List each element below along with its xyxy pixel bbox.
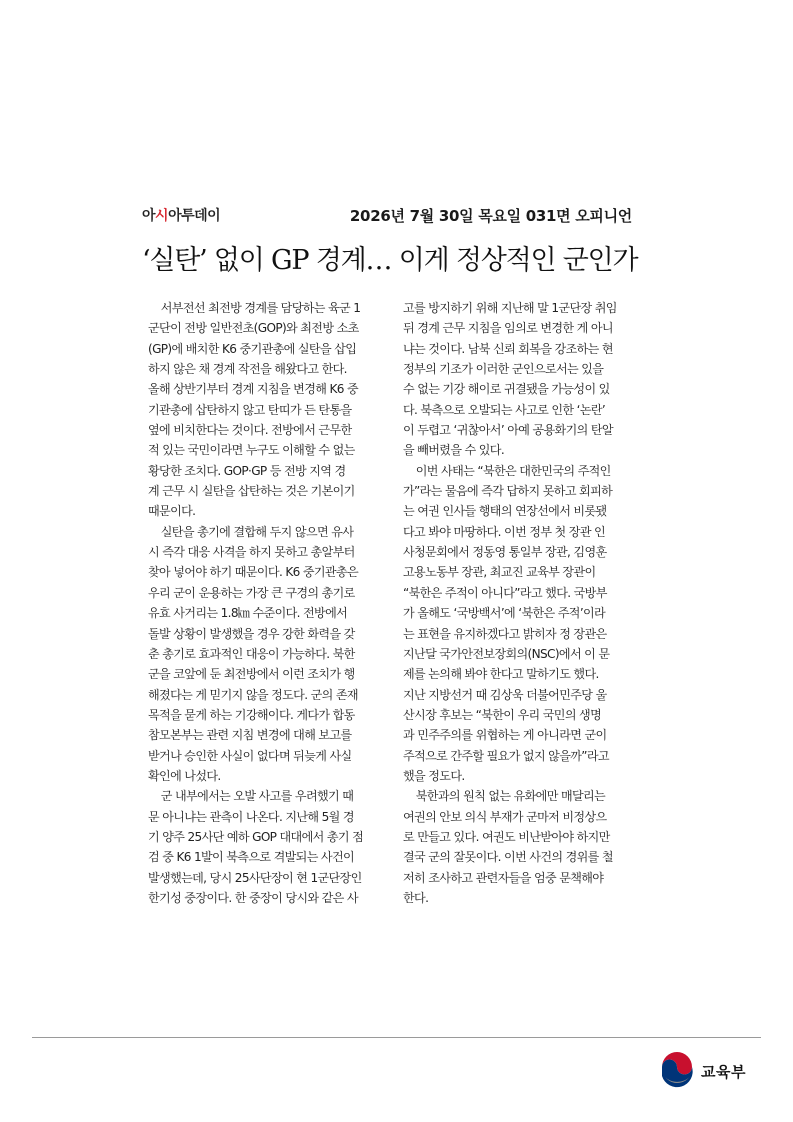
article-line: 다. 북측으로 오발되는 사고로 인한 ‘논란’ — [403, 402, 606, 417]
logo-text-2: 아투데이 — [168, 208, 221, 224]
article-line: 과 민주주의를 위협하는 게 아니라면 군이 — [403, 728, 607, 743]
article-line: 때문이다. — [148, 504, 196, 519]
article-line: 목적을 묻게 하는 기강해이다. 게다가 합동 — [148, 707, 355, 722]
article-line: 한기성 중장이다. 한 중장이 당시와 같은 사 — [148, 890, 358, 905]
article-line: 검 중 K6 1발이 북측으로 격발되는 사건이 — [148, 850, 355, 865]
article-line: 지난 지방선거 때 김상욱 더불어민주당 울 — [403, 687, 607, 702]
article-line: 황당한 조치다. GOP·GP 등 전방 지역 경 — [148, 463, 346, 478]
article-line: 기관총에 삽탄하지 않고 탄띠가 든 탄통을 — [148, 402, 352, 417]
article-line: 는 여권 인사들 행태의 연장선에서 비롯됐 — [403, 504, 607, 519]
article-line: 실탄을 총기에 결합해 두지 않으면 유사 — [148, 524, 354, 539]
article-line: 는 표현을 유지하겠다고 밝히자 정 장관은 — [403, 626, 607, 641]
headline: ‘실탄’ 없이 GP 경계… 이게 정상적인 군인가 — [142, 245, 638, 276]
article-line: 옆에 비치한다는 것이다. 전방에서 근무한 — [148, 423, 352, 438]
article-line: 돌발 상황이 발생했을 경우 강한 화력을 갖 — [148, 626, 355, 641]
article-line: 수 없는 기강 해이로 귀결됐을 가능성이 있 — [403, 382, 610, 397]
article-line: 이 두렵고 ‘귀찮아서’ 아예 공용화기의 탄알 — [403, 423, 613, 438]
article-line: 발생했는데, 당시 25사단장이 현 1군단장인 — [148, 870, 362, 885]
article-line: 서부전선 최전방 경계를 담당하는 육군 1 — [148, 301, 361, 315]
article-line: 여권의 안보 의식 부재가 군마저 비정상으 — [403, 809, 607, 824]
ministry-logo — [659, 1052, 759, 1088]
article-line: 이번 사태는 “북한은 대한민국의 주적인 — [403, 463, 611, 478]
article-line: 지난달 국가안전보장회의(NSC)에서 이 문 — [403, 646, 610, 661]
article-line: 찾아 넣어야 하기 때문이다. K6 중기관총은 — [148, 565, 359, 580]
article-line: 유효 사거리는 1.8㎞ 수준이다. 전방에서 — [148, 606, 348, 621]
article-column-right — [403, 298, 635, 908]
article-line: 한다. — [403, 890, 429, 905]
article-line: 뒤 경계 근무 지침을 임의로 변경한 게 아니 — [403, 321, 613, 336]
logo-text-1: 아 — [142, 208, 156, 224]
article-line: 저히 조사하고 관련자들을 엄중 문책해야 — [403, 870, 604, 885]
article-line: 군단이 전방 일반전초(GOP)와 최전방 소초 — [148, 321, 359, 336]
masthead — [142, 205, 632, 229]
article-line: 주적으로 간주할 필요가 없지 않을까”라고 — [403, 748, 609, 763]
edition-line: 2026년 7월 30일 목요일 031면 오피니언 — [349, 207, 632, 225]
article-line: 냐는 것이다. 남북 신뢰 회복을 강조하는 현 — [403, 341, 613, 356]
article-line: 군을 코앞에 둔 최전방에서 이런 조치가 행 — [148, 667, 355, 682]
taegeuk-emblem-icon — [659, 1052, 695, 1088]
article-line: 받거나 승인한 사실이 없다며 뒤늦게 사실 — [148, 748, 352, 763]
article-line: 가 올해도 ‘국방백서’에 ‘북한은 주적’이라 — [403, 606, 606, 621]
article-line: (GP)에 배치한 K6 중기관총에 실탄을 삽입 — [148, 341, 357, 356]
article-line: 가”라는 물음에 즉각 답하지 못하고 회피하 — [403, 484, 613, 499]
article-line: 결국 군의 잘못이다. 이번 사건의 경위를 철 — [403, 850, 613, 865]
article-line: “북한은 주적이 아니다”라고 했다. 국방부 — [403, 585, 607, 600]
footer-divider — [32, 1037, 761, 1038]
article-line: 문 아니냐는 관측이 나온다. 지난해 5월 경 — [148, 809, 354, 824]
newspaper-logo — [142, 205, 220, 225]
article-line: 계 근무 시 실탄을 삽탄하는 것은 기본이기 — [148, 484, 355, 499]
article-line: 사청문회에서 정동영 통일부 장관, 김영훈 — [403, 545, 607, 560]
article-line: 기 양주 25사단 예하 GOP 대대에서 총기 점 — [148, 829, 364, 844]
article-line: 적 있는 국민이라면 누구도 이해할 수 없는 — [148, 443, 355, 458]
article-line: 다고 봐야 마땅하다. 이번 정부 첫 장관 인 — [403, 524, 606, 539]
article-line: 군 내부에서는 오발 사고를 우려했기 때 — [148, 789, 354, 804]
article-line: 북한과의 원칙 없는 유화에만 매달리는 — [403, 789, 606, 804]
article-line: 제를 논의해 봐야 한다고 말하기도 했다. — [403, 667, 599, 682]
article-line: 산시장 후보는 “북한이 우리 국민의 생명 — [403, 707, 602, 722]
article-line: 춘 총기로 효과적인 대응이 가능하다. 북한 — [148, 646, 355, 661]
article-line: 우리 군이 운용하는 가장 큰 구경의 총기로 — [148, 585, 355, 600]
article-line: 확인에 나섰다. — [148, 768, 221, 783]
ministry-name: 교육부 — [701, 1063, 746, 1081]
article-line: 을 빼버렸을 수 있다. — [403, 443, 505, 458]
article-line: 했을 정도다. — [403, 768, 465, 783]
article-line: 정부의 기조가 이러한 군인으로서는 있을 — [403, 362, 604, 377]
article-line: 시 즉각 대응 사격을 하지 못하고 총알부터 — [148, 545, 355, 560]
article-line: 하지 않은 채 경계 작전을 해왔다고 한다. — [148, 362, 347, 377]
article-line: 로 만들고 있다. 여권도 비난받아야 하지만 — [403, 829, 610, 844]
article-line: 참모본부는 관련 지침 변경에 대해 보고를 — [148, 728, 352, 743]
article-column-left — [148, 298, 380, 908]
article-line: 해졌다는 게 믿기지 않을 정도다. 군의 존재 — [148, 687, 358, 702]
article-line: 올해 상반기부터 경계 지침을 변경해 K6 중 — [148, 382, 359, 397]
article-line: 고용노동부 장관, 최교진 교육부 장관이 — [403, 565, 596, 580]
article-line: 고를 방지하기 위해 지난해 말 1군단장 취임 — [403, 301, 617, 315]
logo-text-accent: 시 — [155, 208, 169, 224]
